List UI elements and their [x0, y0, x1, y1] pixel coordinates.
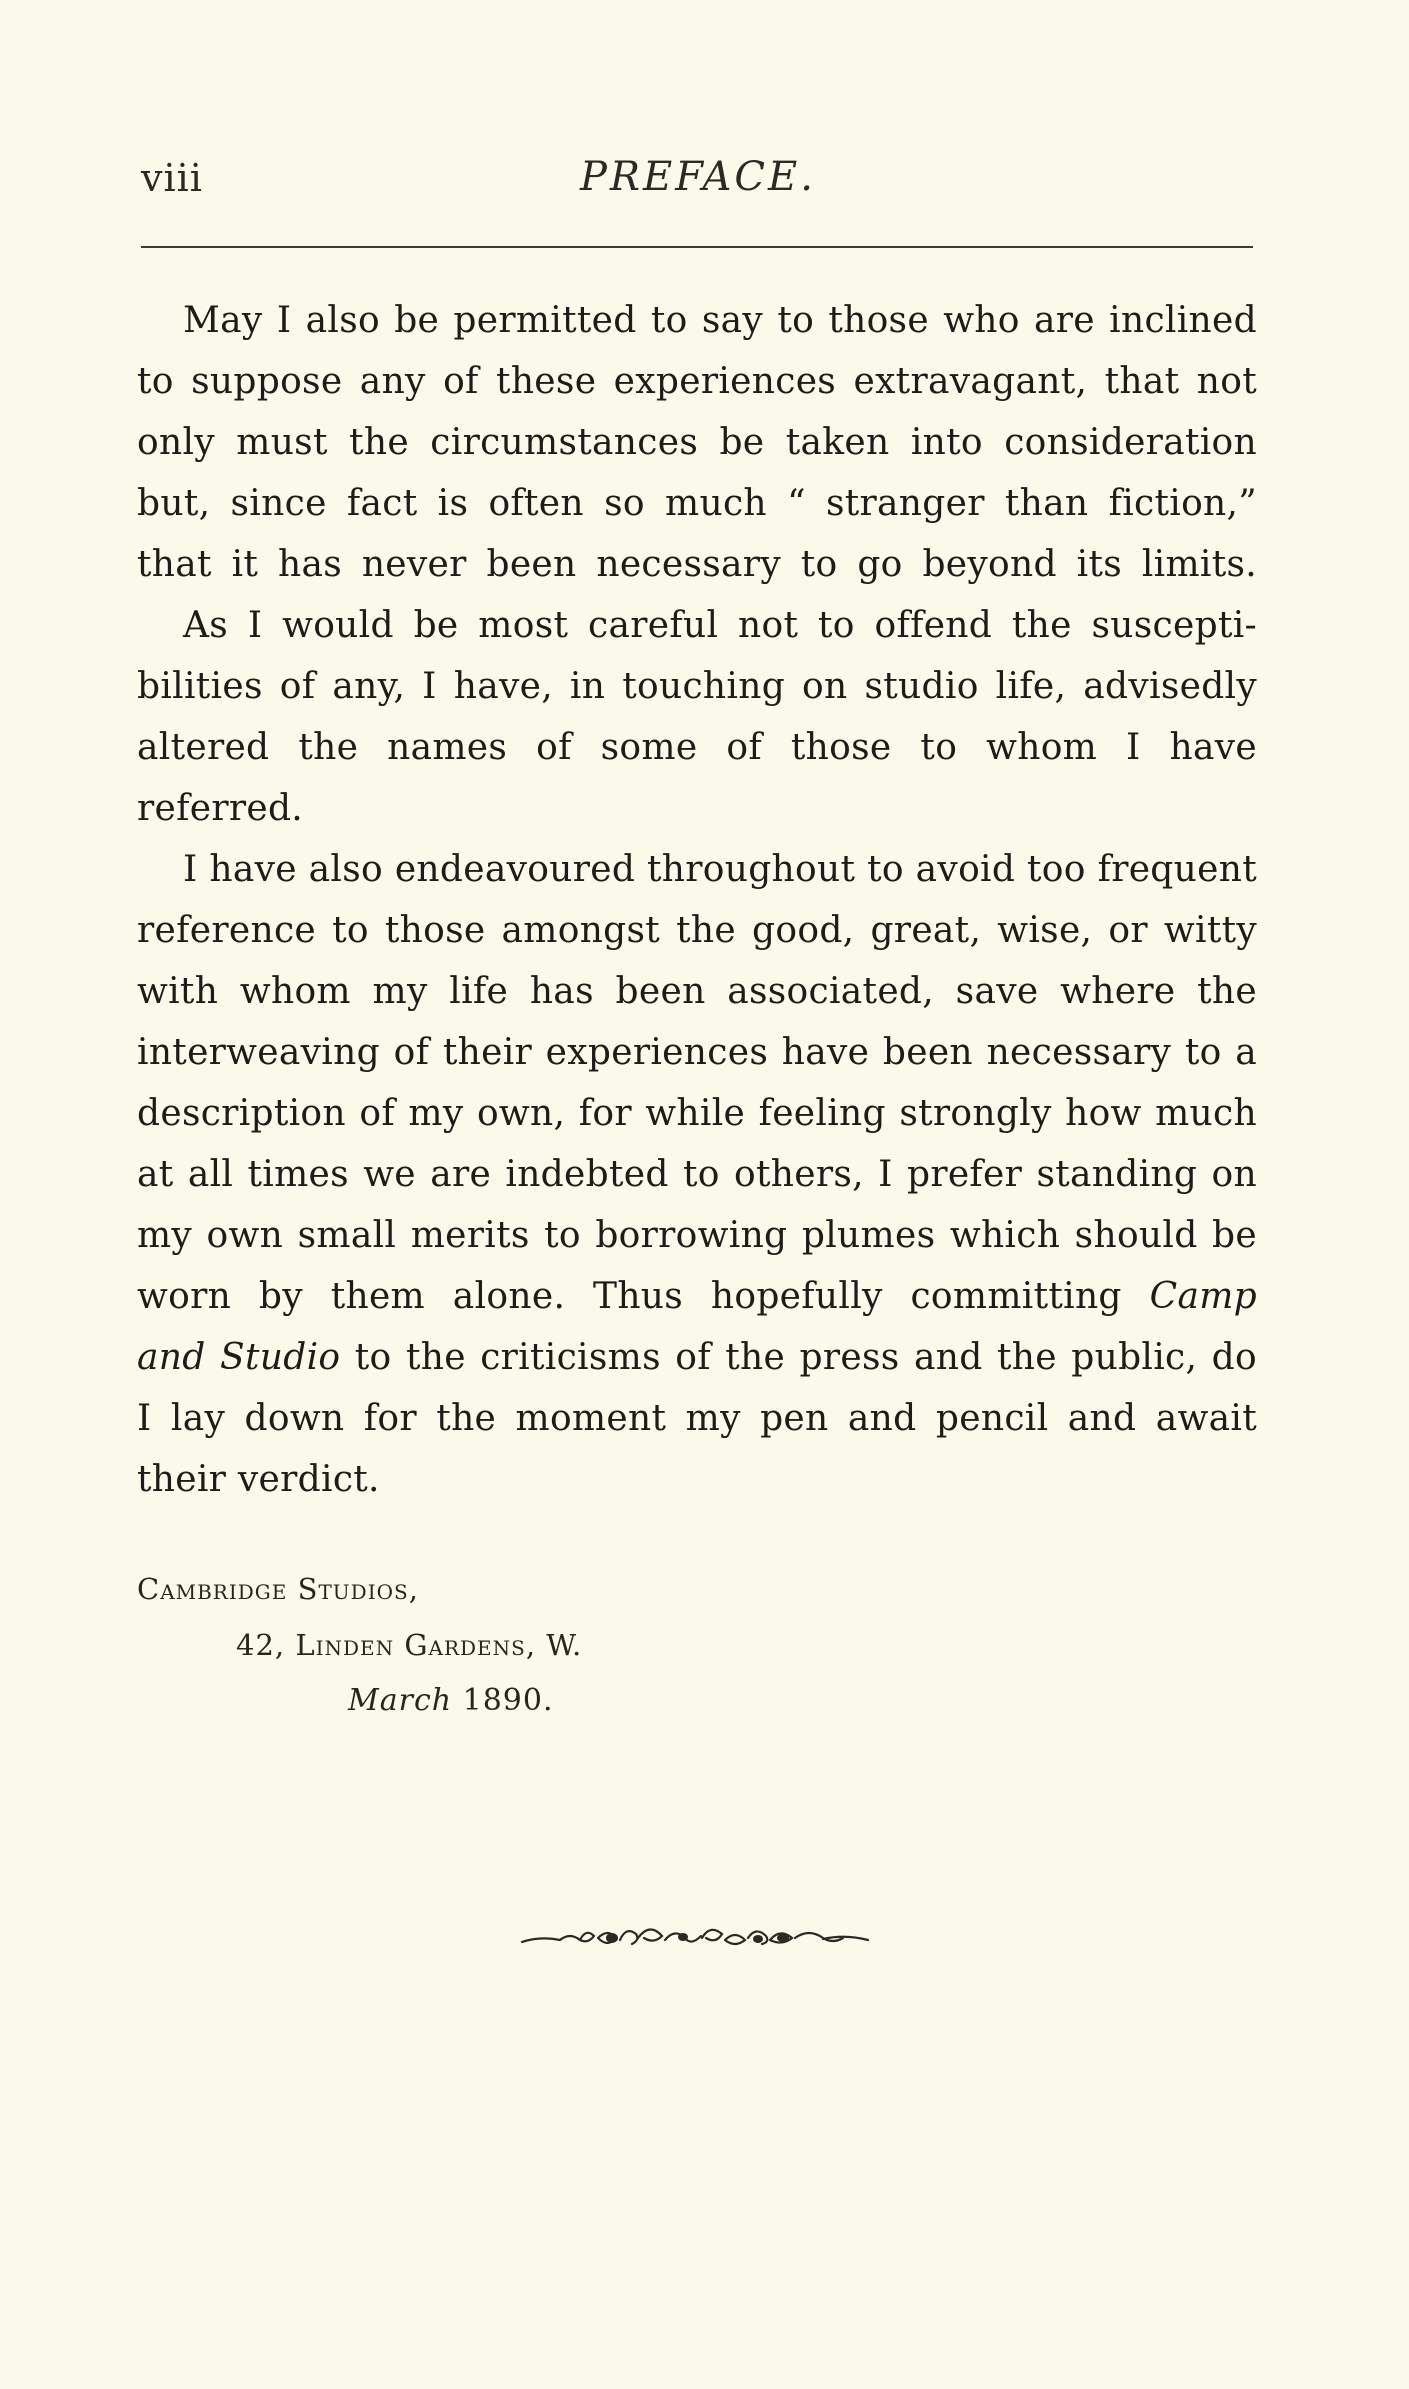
text-line: description of my own, for while feeling strongly how much	[137, 1093, 1257, 1134]
text-line: only must the circumstances be taken into consideration	[137, 422, 1257, 463]
text-segment: to the criticisms of the press and the public, do	[354, 1337, 1257, 1378]
text-line: altered the names of some of those to whom I have	[137, 727, 1257, 768]
text-line: but, since fact is often so much “ stranger than fiction,”	[137, 483, 1257, 524]
text-line: As I would be most careful not to offend the suscepti-	[183, 605, 1257, 646]
signature-date	[348, 1683, 554, 1718]
text-line: bilities of any, I have, in touching on studio life, advisedly	[137, 666, 1257, 707]
text-line: their verdict.	[137, 1459, 380, 1500]
text-line: interweaving of their experiences have been necessary to a	[137, 1032, 1257, 1073]
text-line	[137, 1327, 1257, 1388]
text-line: reference to those amongst the good, great, wise, or witty	[137, 910, 1257, 951]
text-line: with whom my life has been associated, save where the	[137, 971, 1257, 1012]
running-head: PREFACE.	[580, 154, 816, 200]
text-line: May I also be permitted to say to those who are inclined	[183, 300, 1257, 341]
text-line: I have also endeavoured throughout to avoid too frequent	[183, 849, 1257, 890]
book-title-italic: and Studio	[137, 1337, 341, 1378]
page-number: viii	[141, 156, 203, 200]
signature-place: Cambridge Studios,	[137, 1572, 419, 1606]
text-line: I lay down for the moment my pen and pencil and await	[137, 1398, 1257, 1439]
text-line: that it has never been necessary to go beyond its limits.	[137, 544, 1257, 585]
text-line: referred.	[137, 788, 304, 829]
signature-month: March	[348, 1683, 453, 1718]
decorative-tailpiece-icon	[520, 1918, 870, 1958]
preface-text	[137, 290, 1257, 1510]
text-line: to suppose any of these experiences extravagant, that not	[137, 361, 1257, 402]
book-title-italic: Camp	[1149, 1276, 1257, 1317]
text-line: at all times we are indebted to others, I prefer standing on	[137, 1154, 1257, 1195]
text-line	[137, 1266, 1257, 1327]
signature-address: 42, Linden Gardens, W.	[236, 1628, 583, 1662]
text-line: my own small merits to borrowing plumes which should be	[137, 1215, 1257, 1256]
header-rule	[141, 246, 1253, 248]
text-segment: worn by them alone. Thus hopefully committing	[137, 1276, 1122, 1317]
signature-year: 1890.	[462, 1683, 554, 1718]
